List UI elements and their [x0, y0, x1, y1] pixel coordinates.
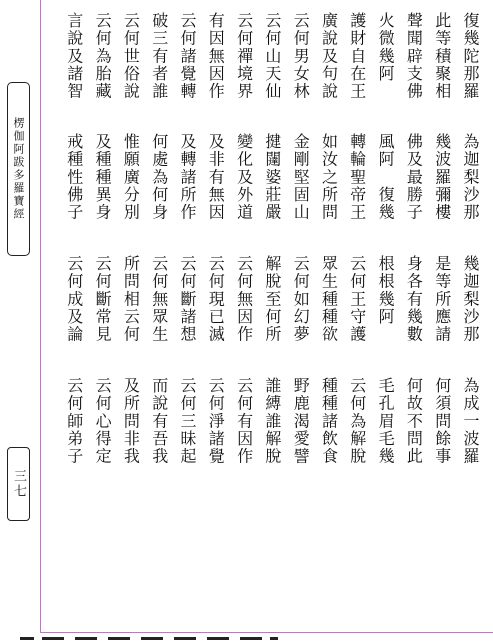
verse-phrase: 云何無眾生 — [149, 255, 169, 343]
verse-phrase: 護財自在王 — [347, 12, 367, 100]
verse-phrase: 是等所應請 — [432, 255, 452, 343]
verse-phrase: 復幾陀那羅 — [461, 12, 480, 100]
page-number: 三七 — [11, 469, 26, 499]
verse-phrase: 云何現已滅 — [206, 255, 226, 343]
verse-phrase: 幾波羅彌樓 — [432, 133, 452, 221]
verse-phrase: 轉輪聖帝王 — [347, 133, 367, 221]
verse-phrase: 言說及諸智 — [64, 12, 84, 100]
verse-column — [149, 12, 169, 517]
verse-phrase: 廣說及句說 — [319, 12, 339, 100]
verse-phrase: 云何諸覺轉 — [178, 12, 197, 100]
edge-marks — [20, 637, 280, 643]
verse-phrase: 變化及外道 — [234, 133, 254, 221]
verse-phrase: 惟願廣分別 — [121, 133, 141, 221]
verse-column — [403, 12, 423, 517]
verse-column — [205, 12, 225, 517]
verse-column — [64, 12, 84, 517]
verse-phrase: 種種諸飲食 — [319, 377, 339, 465]
verse-column — [290, 12, 310, 517]
verse-phrase: 云何心得定 — [93, 377, 113, 465]
verse-column — [177, 12, 197, 517]
verse-phrase: 火微幾阿 — [376, 12, 396, 83]
verse-column — [319, 12, 339, 517]
verse-phrase: 如汝之所問 — [319, 133, 339, 221]
verse-phrase: 解脫至何所 — [262, 255, 282, 343]
verse-phrase: 及轉諸所作 — [178, 133, 197, 221]
verse-column — [234, 12, 254, 517]
verse-phrase: 為成一波羅 — [461, 377, 480, 465]
verse-phrase: 何處為何身 — [149, 133, 169, 221]
verse-phrase: 根根幾阿 — [376, 255, 396, 326]
verse-phrase: 云何成及論 — [64, 255, 84, 343]
verse-phrase: 所問相云何 — [121, 255, 141, 343]
verse-column — [460, 12, 480, 517]
verse-phrase: 及非有無因 — [206, 133, 226, 221]
verse-phrase: 云何師弟子 — [64, 377, 84, 465]
verse-column — [347, 12, 367, 517]
verse-phrase: 云何男女林 — [291, 12, 311, 100]
page-frame-bottom-rule — [40, 632, 493, 633]
sutra-title-box — [7, 82, 30, 256]
verse-phrase: 揵闥婆莊嚴 — [262, 133, 282, 221]
verse-phrase: 佛及最勝子 — [404, 133, 424, 221]
verse-phrase: 云何有因作 — [234, 377, 254, 465]
verse-phrase: 有因無因作 — [206, 12, 226, 100]
verse-phrase: 幾迦梨沙那 — [461, 255, 480, 343]
verse-phrase: 身各有幾數 — [404, 255, 424, 343]
page-frame-left-rule — [40, 0, 41, 632]
verse-phrase: 毛孔眉毛幾 — [376, 377, 396, 465]
verse-phrase: 云何如幻夢 — [291, 255, 311, 343]
verse-column — [120, 12, 140, 517]
verse-phrase: 云何斷諸想 — [178, 255, 197, 343]
verse-phrase: 云何為解脫 — [347, 377, 367, 465]
verse-phrase: 何須問餘事 — [432, 377, 452, 465]
verse-phrase: 此等積聚相 — [432, 12, 452, 100]
verse-phrase: 風阿 復幾 — [376, 133, 396, 221]
verse-phrase: 野鹿渴愛譬 — [291, 377, 311, 465]
verse-phrase: 云何淨諸覺 — [206, 377, 226, 465]
verse-phrase: 聲聞辟支佛 — [404, 12, 424, 100]
sutra-title: 楞伽阿跋多羅寶經 — [12, 117, 25, 221]
verse-phrase: 及所問非我 — [121, 377, 141, 465]
verse-phrase: 云何山天仙 — [262, 12, 282, 100]
verse-phrase: 云何三昧起 — [178, 377, 197, 465]
verse-phrase: 云何禪境界 — [234, 12, 254, 100]
verse-phrase: 云何世俗說 — [121, 12, 141, 100]
verse-phrase: 云何無因作 — [234, 255, 254, 343]
verse-phrase: 云何斷常見 — [93, 255, 113, 343]
verse-phrase: 云何王守護 — [347, 255, 367, 343]
verse-phrase: 戒種性佛子 — [64, 133, 84, 221]
verse-phrase: 云何為胎藏 — [93, 12, 113, 100]
verse-phrase: 誰縛誰解脫 — [262, 377, 282, 465]
verse-column — [432, 12, 452, 517]
verse-phrase: 眾生種種欲 — [319, 255, 339, 343]
verse-phrase: 為迦梨沙那 — [461, 133, 480, 221]
verse-phrase: 而說有吾我 — [149, 377, 169, 465]
verse-phrase: 及種種異身 — [93, 133, 113, 221]
page-number-box — [7, 447, 30, 521]
verse-phrase: 破三有者誰 — [149, 12, 169, 100]
verse-column — [262, 12, 282, 517]
verse-column — [92, 12, 112, 517]
verse-phrase: 何故不問此 — [404, 377, 424, 465]
verse-column — [375, 12, 395, 517]
verse-phrase: 金剛堅固山 — [291, 133, 311, 221]
verse-text-area — [46, 12, 480, 517]
